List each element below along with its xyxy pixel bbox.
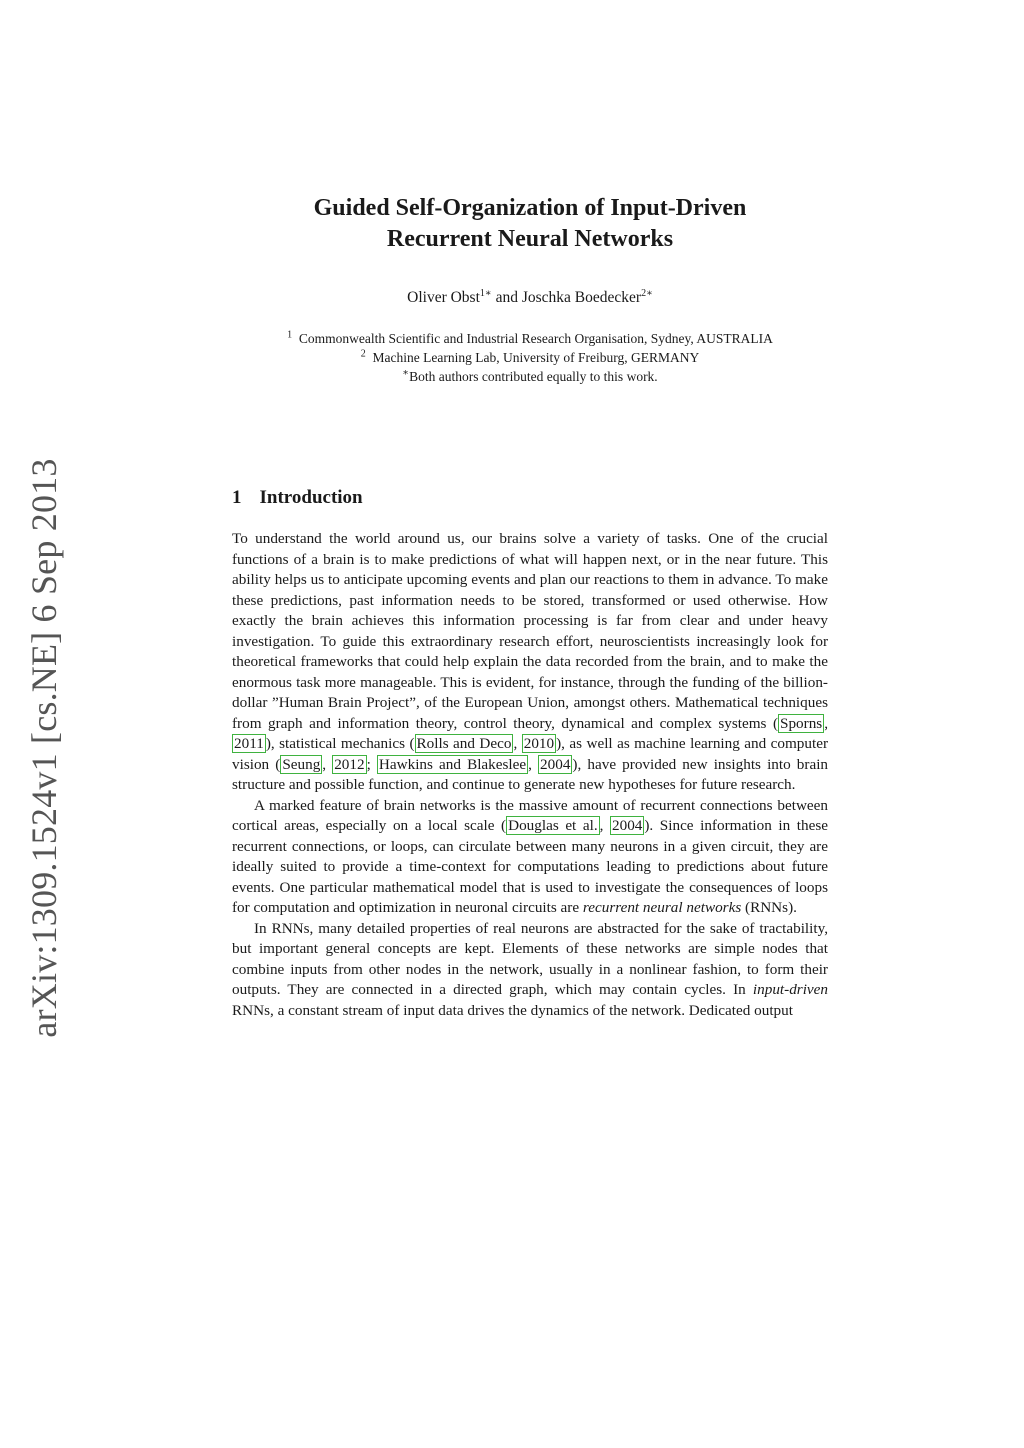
citation-hawkins-blakeslee-year-text: 2004 [540,755,571,773]
author-2: Joschka Boedecker [521,289,642,306]
term-recurrent-neural-networks: recurrent neural networks [582,899,742,916]
author-2-mark: 2∗ [641,287,653,299]
section-heading [232,486,363,510]
paragraph-1-text-d: ), have provided new insights into brain structure and possible function, and continue to generate new hypotheses for future research. [232,755,829,793]
citation-hawkins-blakeslee-name: Hawkins and Blakeslee [378,755,527,773]
author-1: Oliver Obst [407,289,480,306]
paragraph-2-text-a: A marked feature of brain networks is the massive amount of recurrent connections between cortical areas, especially on a local scale ( [232,796,828,834]
note-mark: ∗ [402,367,410,379]
paragraph-3 [232,919,828,1022]
citation-sporns-year-text: 2011 [234,735,264,752]
page-title [232,193,828,255]
citation-douglas-name: Douglas et al. [508,817,598,834]
title-line-1: Guided Self-Organization of Input-Driven [313,195,747,221]
citation-hawkins-blakeslee-year[interactable] [538,755,572,774]
section-number: 1 [232,487,242,508]
citation-douglas-year-text: 2004 [612,817,643,834]
citation-douglas-year[interactable] [610,816,644,835]
citation-rolls-deco[interactable] [415,734,514,753]
author-1-mark: 1∗ [479,287,492,299]
affiliation-1-text: Commonwealth Scientific and Industrial Research Organisation, Sydney, AUSTRALIA [298,331,773,346]
citation-seung[interactable] [280,755,322,774]
citation-sporns[interactable] [778,714,824,733]
affiliation-1 [262,329,798,348]
citation-sporns-name: Sporns [780,714,823,732]
author-line [232,288,828,308]
title-line-2: Recurrent Neural Networks [386,226,674,252]
paragraph-2-text-c: (RNNs). [741,899,797,916]
arxiv-stamp-text: arXiv:1309.1524v1 [cs.NE] 6 Sep 2013 [24,458,64,1038]
equal-contribution-note [262,367,798,386]
paragraph-1-text-a: To understand the world around us, our brains solve a variety of tasks. One of the crucial functions of a brain is to make predictions of what will happen next, or in the near future. This ability helps us to anticipate upcoming events and plan our reactions to them in advance. To make these predictions, past information needs to be stored, transformed or used otherwise. How exactly the brain achieves this information processing is far from clear and under heavy investigation. To guide this extraordinary research effort, neuroscientists increasingly look for theoretical frameworks that could help explain the data recorded from the brain, and to make the enormous task more manageable. This is evident, for instance, through the funding of the billion-dollar ”Human Brain Project”, of the European Union, amongst others. Mathematical techniques from graph and information theory, control theory, dynamical and complex systems ( [232,530,828,732]
citation-rolls-deco-name: Rolls and Deco [416,735,512,752]
citation-separator: ; [366,755,377,773]
citation-douglas[interactable] [506,816,600,835]
affiliation-2-mark: 2 [360,348,366,360]
citation-seung-year-text: 2012 [334,755,365,773]
citation-rolls-deco-year-text: 2010 [523,735,555,752]
paragraph-3-text-a: In RNNs, many detailed properties of real neurons are abstracted for the sake of tractability, but important general concepts are kept. Elements of these networks are simple nodes that combine inputs from other nodes in the network, usually in a nonlinear fashion, to form their outputs. They are connected in a directed graph, which may contain cycles. In [232,919,828,998]
affiliation-2 [262,348,798,367]
body-text [232,529,828,1021]
affiliations [262,329,798,386]
paragraph-1-text-b: ), statistical mechanics ( [265,735,415,752]
author-connector: and [491,289,522,306]
paragraph-1: To understand the world around us, our brains solve a variety of tasks. One of the crucial functions of a brain is to make predictions of what will happen next, or in the near future. This ability helps us to anticipate upcoming events and plan our reactions to them in advance. To make these predictions, past information needs to be stored, transformed or used otherwise. How exactly the brain achieves this information processing is far from clear and under heavy investigation. To guide this extraordinary research effort, neuroscientists increasingly look for theoretical frameworks that could help explain the data recorded from the brain, and to make the enormous task more manageable. This is evident, for instance, through the funding of the billion-dollar ”Human Brain Project”, of the European Union, amongst others. Mathematical techniques from graph and information theory, control theory, dynamical and complex systems ( Sporns , 2011 ), statistical mechanics ( Rolls and Deco , 2010 ), as well as machine learning and computer vision ( Seung , 2012 ; Hawkins and Blakeslee , 2004 ), have provided new insights into brain structure and possible function, and continue to generate new hypotheses for future research. [232,530,829,793]
affiliation-1-mark: 1 [287,329,293,341]
note-text: Both authors contributed equally to this work. [409,369,658,384]
citation-seung-year[interactable] [332,755,366,774]
citation-sporns-year[interactable] [232,734,266,753]
paragraph-3-text-b: RNNs, a constant stream of input data drives the dynamics of the network. Dedicated output [232,1001,793,1019]
paragraph-2: A marked feature of brain networks is the massive amount of recurrent connections between cortical areas, especially on a local scale ( Douglas et al. , 2004 ). Since information in these recurrent connections, or loops, can circulate between many neurons in a given circuit, they are ideally suited to provide a time-context for computations leading to predictions about future events. One particular mathematical model that is used to investigate the consequences of loops for computation and optimization in neuronal circuits are recurrent neural networks (RNNs). [232,796,828,916]
term-input-driven: input-driven [752,981,828,998]
citation-rolls-deco-year[interactable] [522,734,556,753]
section-title: Introduction [259,487,363,508]
affiliation-2-text: Machine Learning Lab, University of Freiburg, GERMANY [372,350,700,365]
citation-hawkins-blakeslee[interactable] [377,755,528,774]
paragraph-1-text-c: ), as well as machine learning and computer vision ( [232,735,829,773]
paragraph-2-text-b: ). Since information in these recurrent connections, or loops, can circulate between many neurons in a given circuit, they are ideally suited to provide a time-context for computations leading to predictions about future events. One particular mathematical model that is used to investigate the consequences of loops for computation and optimization in neuronal circuits are [232,817,828,916]
citation-seung-name: Seung [282,755,321,773]
